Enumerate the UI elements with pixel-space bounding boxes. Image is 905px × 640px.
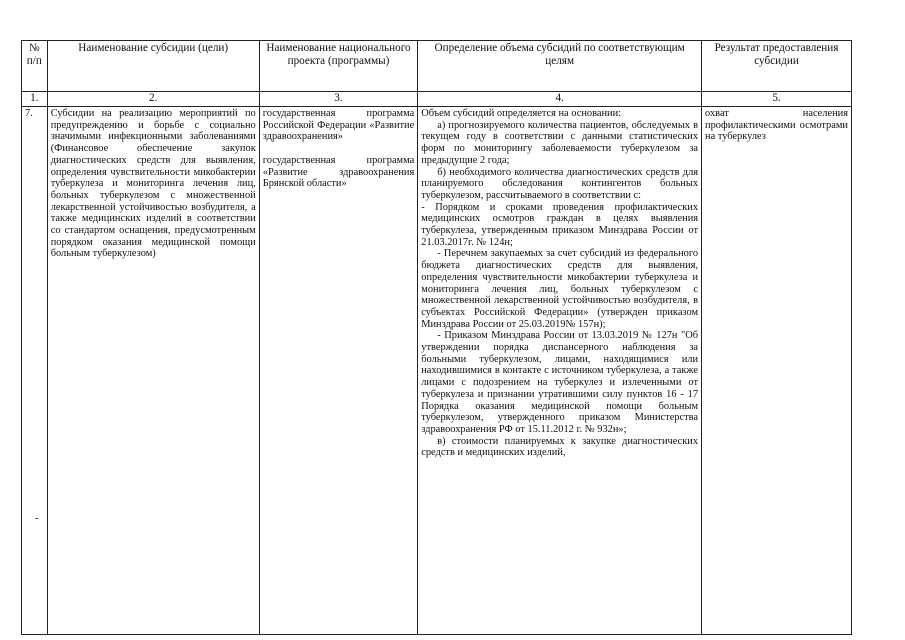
subsidy-table xyxy=(21,40,852,635)
subsidy-definition-cell xyxy=(418,107,702,635)
column-number: 5. xyxy=(702,92,852,107)
column-number: 4. xyxy=(418,92,702,107)
column-number: 1. xyxy=(22,92,48,107)
definition-item-c: в) стоимости планируемых к закупке диагностических средств и медицинских изделий, xyxy=(421,435,699,459)
definition-intro: Объем субсидий определяется на основании: xyxy=(421,108,622,119)
result-cell: охват населения профилактическими осмотрами на туберкулез xyxy=(702,107,852,635)
national-project-cell xyxy=(259,107,418,635)
definition-item-b3: - Приказом Минздрава России от 13.03.2019 № 127н "Об утверждении порядка диспансерного наблюдения за больными туберкулезом, лицами, находящимися или находившимися в контакте с источником туберкулеза, а также лицами с подозрением на туберкулез и излеченными от туберкулеза и признании утратившими силу пунктов 16 - 17 Порядка оказания медицинской помощи больным туберкулезом, утвержденного приказом Министерства здравоохранения РФ от 15.11.2012 г. № 932н»; xyxy=(421,330,699,435)
definition-item-a: а) прогнозируемого количества пациентов, обследуемых в текущем году в соответствии с данными статистических форм по мониторингу заболеваемости туберкулезом за предыдущие 2 года; xyxy=(421,119,699,166)
definition-item-b: б) необходимого количества диагностических средств для планируемого обследования контингентов больных туберкулезом, рассчитываемого в соответствии с: xyxy=(421,166,699,201)
header-subsidy-name: Наименование субсидии (цели) xyxy=(47,41,259,92)
header-num: № п/п xyxy=(22,41,48,92)
table-row xyxy=(22,107,852,635)
header-subsidy-definition: Определение объема субсидий по соответствующим целям xyxy=(418,41,702,92)
definition-item-b2: - Перечнем закупаемых за счет субсидий из федерального бюджета диагностических средств для выявления, определения чувствительности микобактерии туберкулеза и мониторинга лечения лиц, больных туберкулезом с множественной лекарственной устойчивостью возбудителя, в субъектах Российской Федерации» (утвержден приказом Минздрава России от 25.03.2019№ 157н); xyxy=(421,248,699,330)
column-number-row xyxy=(22,92,852,107)
column-number: 2. xyxy=(47,92,259,107)
row-number: 7. xyxy=(22,107,48,635)
column-number: 3. xyxy=(259,92,418,107)
margin-mark: - xyxy=(35,513,39,524)
definition-item-b1: - Порядком и сроками проведения профилактических медицинских осмотров граждан в целях выявления туберкулеза, утвержденным приказом Минздрава России от 21.03.2017г. № 124н; xyxy=(421,201,699,248)
subsidy-name-cell: Субсидии на реализацию мероприятий по предупреждению и борьбе с социально значимыми инфекционными заболеваниями (Финансовое обеспечение закупок диагностических средств для выявления, определения чувствительности микобактерии туберкулеза и мониторинга лечения лиц, больных туберкулезом с множественной лекарственной устойчивостью возбудителя, а также медицинских изделий в соответствии со стандартом оснащения, предусмотренным порядком оказания медицинской помощи больным туберкулезом) xyxy=(47,107,259,635)
project-federal: государственная программа Российской Федерации «Развитие здравоохранения» xyxy=(262,108,415,143)
table-header-row xyxy=(22,41,852,92)
header-result: Результат предоставления субсидии xyxy=(702,41,852,92)
project-regional: государственная программа «Развитие здравоохранения Брянской области» xyxy=(262,154,415,190)
spacer xyxy=(263,143,415,155)
header-national-project: Наименование национального проекта (программы) xyxy=(259,41,418,92)
